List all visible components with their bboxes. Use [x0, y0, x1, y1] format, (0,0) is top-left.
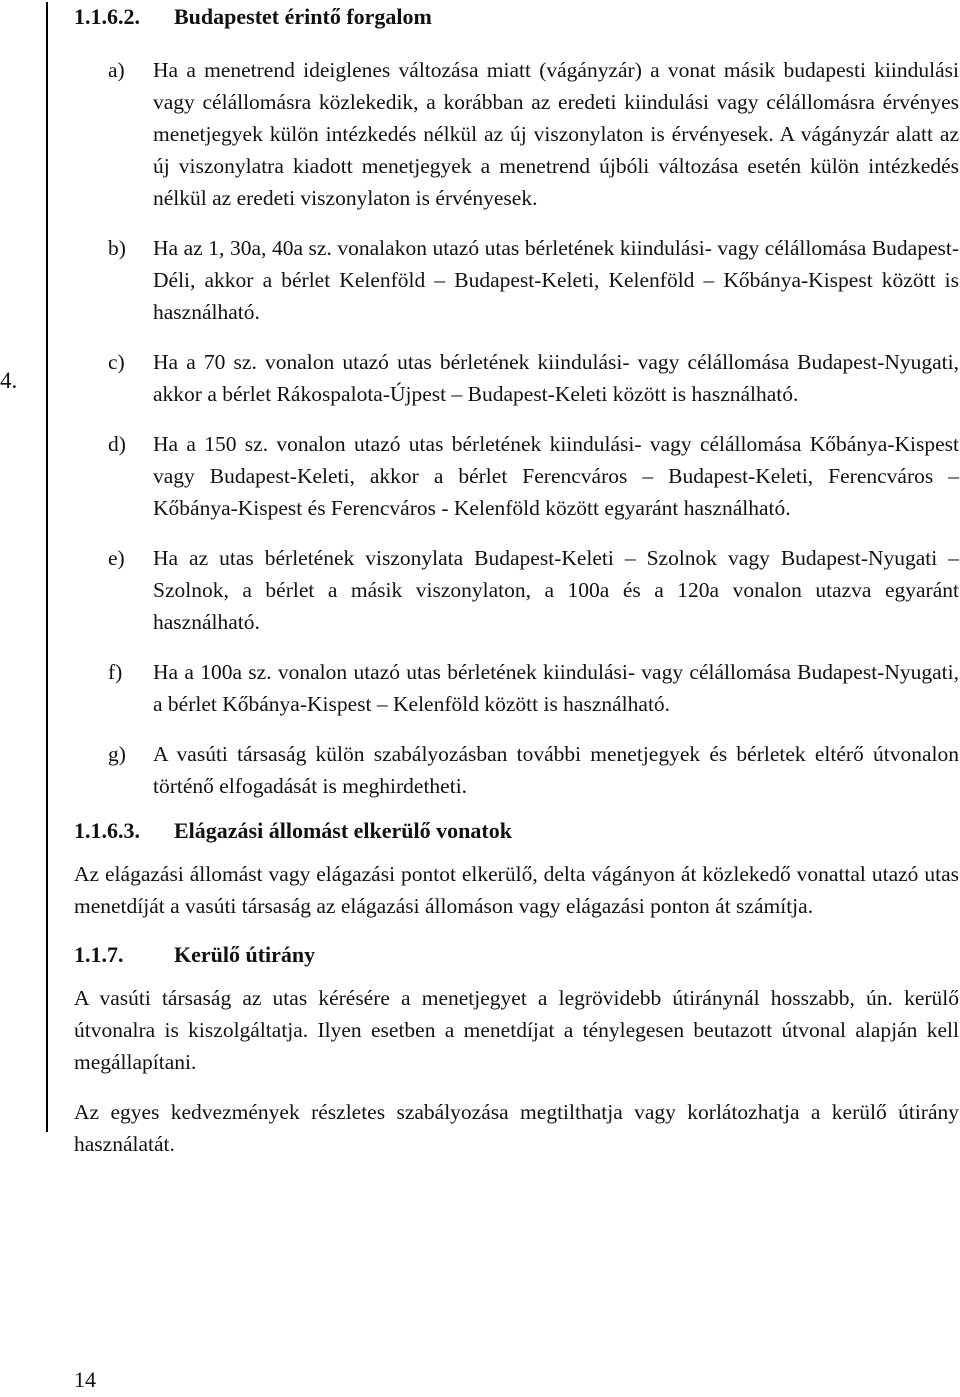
item-label: f)	[108, 660, 123, 684]
list-item	[108, 54, 959, 214]
section-number: 1.1.7.	[74, 942, 124, 967]
list-item	[108, 346, 959, 410]
list-item	[108, 738, 959, 802]
paragraph: Az egyes kedvezmények részletes szabályozása megtilthatja vagy korlátozhatja a kerülő útirány használatát.	[74, 1100, 959, 1156]
item-label: e)	[108, 546, 125, 570]
section-number: 1.1.6.3.	[74, 818, 140, 843]
section-title: Kerülő útirány	[174, 942, 316, 967]
item-list	[108, 54, 959, 802]
item-text: Ha a 100a sz. vonalon utazó utas bérletének kiindulási- vagy célállomása Budapest-Nyugati, a bérlet Kőbánya-Kispest – Kelenföld között is használható.	[153, 660, 959, 716]
list-item	[108, 656, 959, 720]
section-title: Elágazási állomást elkerülő vonatok	[174, 818, 512, 843]
margin-number: 4.	[0, 368, 18, 393]
item-text: Ha a 150 sz. vonalon utazó utas bérletének kiindulási- vagy célállomása Kőbánya-Kispest vagy Budapest-Keleti, akkor a bérlet Ferencváros – Budapest-Keleti, Ferencváros – Kőbánya-Kispest és Ferencváros - Kelenföld között egyaránt használható.	[153, 432, 959, 520]
item-label: a)	[108, 58, 125, 82]
list-item	[108, 542, 959, 638]
item-text: Ha az utas bérletének viszonylata Budapest-Keleti – Szolnok vagy Budapest-Nyugati – Szolnok, a bérlet a másik viszonylaton, a 100a és a 120a vonalon utazva egyaránt használható.	[153, 546, 959, 634]
list-item	[108, 232, 959, 328]
item-label: g)	[108, 742, 126, 766]
item-text: Ha a menetrend ideiglenes változása miatt (vágányzár) a vonat másik budapesti kiindulási vagy célállomásra közlekedik, a korábban az eredeti kiindulási vagy célállomásra érvényes menetjegyek külön intézkedés nélkül az új viszonylaton is érvényesek. A vágányzár alatt az új viszonylatra kiadott menetjegyek a menetrend újbóli változása esetén külön intézkedés nélkül az eredeti viszonylaton is érvényesek.	[153, 58, 959, 210]
section-number: 1.1.6.2.	[74, 4, 140, 29]
paragraph: A vasúti társaság az utas kérésére a menetjegyet a legrövidebb útiránynál hosszabb, ún. kerülő útvonalra is kiszolgáltatja. Ilyen esetben a menetdíjat a ténylegesen beutazott útvonal alapján kell megállapítani.	[74, 986, 959, 1074]
item-text: Ha a 70 sz. vonalon utazó utas bérletének kiindulási- vagy célállomása Budapest-Nyugati, akkor a bérlet Rákospalota-Újpest – Budapest-Keleti között is használható.	[153, 350, 959, 406]
page-number: 14	[74, 1367, 96, 1392]
paragraph: Az elágazási állomást vagy elágazási pontot elkerülő, delta vágányon át közlekedő vonattal utazó utas menetdíját a vasúti társaság az elágazási állomáson vagy elágazási ponton át számítja.	[74, 862, 959, 918]
list-item	[108, 428, 959, 524]
section-heading	[74, 2, 959, 32]
change-bar	[46, 2, 48, 1132]
item-label: c)	[108, 350, 125, 374]
item-label: b)	[108, 236, 126, 260]
section-heading	[74, 940, 959, 970]
item-text: Ha az 1, 30a, 40a sz. vonalakon utazó utas bérletének kiindulási- vagy célállomása Budapest-Déli, akkor a bérlet Kelenföld – Budapest-Keleti, Kelenföld – Kőbánya-Kispest között is használható.	[153, 236, 959, 324]
content	[74, 2, 959, 1160]
section-title: Budapestet érintő forgalom	[174, 4, 432, 29]
item-label: d)	[108, 432, 126, 456]
section-heading	[74, 816, 959, 846]
item-text: A vasúti társaság külön szabályozásban további menetjegyek és bérletek eltérő útvonalon történő elfogadását is meghirdetheti.	[153, 742, 959, 798]
